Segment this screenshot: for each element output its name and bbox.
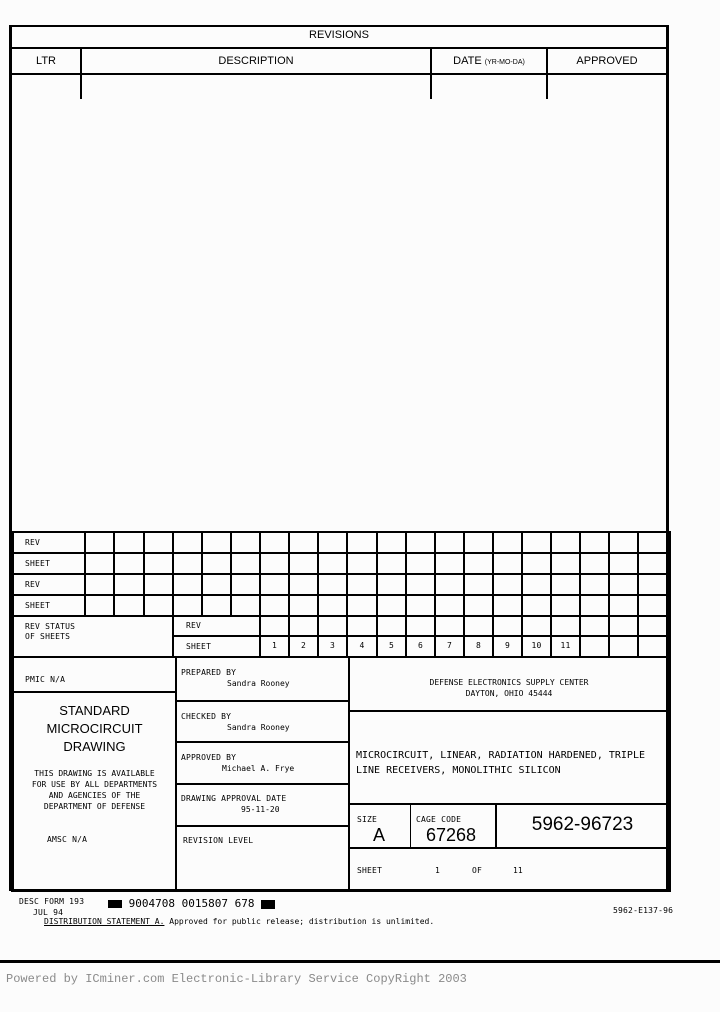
form-number: DESC FORM 193 [19, 897, 85, 906]
approval-date-label: DRAWING APPROVAL DATE [181, 794, 287, 803]
standard-title-line-2: MICROCIRCUIT [46, 721, 143, 736]
barcode-block-icon [261, 900, 275, 909]
barcode-line [108, 897, 275, 910]
barcode-block-icon [108, 900, 122, 908]
size-label: SIZE [357, 815, 378, 824]
cage-code-value: 67268 [426, 825, 477, 845]
drawing-title-line-2: LINE RECEIVERS, MONOLITHIC SILICON [356, 765, 561, 776]
amsc-label: AMSC N/A [47, 835, 88, 844]
checked-by-value: Sandra Rooney [227, 723, 290, 732]
distribution-statement [44, 917, 434, 926]
size-value: A [373, 825, 386, 845]
sheet-number: 5 [388, 641, 395, 650]
agency-name [350, 677, 668, 699]
grid-row-label-rev-2: REV [25, 580, 41, 589]
distribution-label: DISTRIBUTION STATEMENT A. [44, 917, 165, 926]
col-date-label: DATE [453, 55, 482, 67]
document-code: 5962-E137-96 [613, 906, 674, 915]
col-approved: APPROVED [576, 55, 638, 67]
approved-by-value: Michael A. Frye [222, 764, 295, 773]
col-date [432, 55, 546, 67]
col-ltr: LTR [36, 55, 56, 67]
col-date-format: (YR-MO-DA) [484, 59, 525, 66]
grid-row-label-sheet-2: SHEET [25, 601, 51, 610]
checked-by-label: CHECKED BY [181, 712, 232, 721]
drawing-title [356, 748, 645, 778]
revisions-title: REVISIONS [309, 29, 369, 41]
of-sheets-label: OF SHEETS [25, 632, 71, 641]
sheet-label: SHEET [357, 866, 383, 875]
availability-line-4: DEPARTMENT OF DEFENSE [43, 802, 146, 811]
distribution-text: Approved for public release; distribution is unlimited. [169, 917, 435, 926]
revision-level-label: REVISION LEVEL [183, 836, 254, 845]
grid-row-label-sheet-1: SHEET [25, 559, 51, 568]
sheet-number: 7 [446, 641, 453, 650]
availability-line-3: AND AGENCIES OF THE [48, 791, 141, 800]
availability-line-1: THIS DRAWING IS AVAILABLE [34, 769, 155, 778]
standard-title-line-3: DRAWING [63, 739, 126, 754]
availability-note [14, 768, 175, 812]
drawing-title-line-1: MICROCIRCUIT, LINEAR, RADIATION HARDENED, TRIPLE [356, 750, 645, 761]
standard-title [14, 702, 175, 756]
total-sheets-value: 11 [513, 866, 523, 875]
of-label: OF [472, 866, 483, 875]
grid-row-label-rev-1: REV [25, 538, 41, 547]
rev-status-rev-label: REV [186, 621, 202, 630]
sheet-number: 2 [300, 641, 307, 650]
prepared-by-value: Sandra Rooney [227, 679, 290, 688]
sheet-number: 10 [531, 641, 542, 650]
rev-status-label: REV STATUS [25, 622, 76, 631]
drawing-number: 5962-96723 [531, 814, 634, 835]
availability-line-2: FOR USE BY ALL DEPARTMENTS [31, 780, 158, 789]
cage-code-label: CAGE CODE [416, 815, 462, 824]
approved-by-label: APPROVED BY [181, 753, 237, 762]
sheet-number: 6 [417, 641, 424, 650]
approval-date-value: 95-11-20 [241, 805, 280, 814]
pmic-label: PMIC N/A [25, 675, 66, 684]
agency-line-1: DEFENSE ELECTRONICS SUPPLY CENTER [429, 678, 589, 687]
prepared-by-label: PREPARED BY [181, 668, 237, 677]
watermark-text: Powered by ICminer.com Electronic-Library Service CopyRight 2003 [6, 972, 467, 986]
sheet-number: 1 [271, 641, 278, 650]
barcode-text: 9004708 0015807 678 [128, 897, 255, 910]
agency-line-2: DAYTON, OHIO 45444 [465, 689, 553, 698]
sheet-number: 4 [359, 641, 365, 650]
sheet-number: 8 [475, 641, 482, 650]
sheet-number: 11 [560, 641, 571, 650]
form-date: JUL 94 [33, 908, 64, 917]
sheet-number: 3 [329, 641, 336, 650]
rev-status-sheet-label: SHEET [186, 642, 212, 651]
sheet-value: 1 [435, 866, 440, 875]
standard-title-line-1: STANDARD [59, 703, 130, 718]
col-description: DESCRIPTION [218, 55, 294, 67]
sheet-number: 9 [504, 641, 511, 650]
